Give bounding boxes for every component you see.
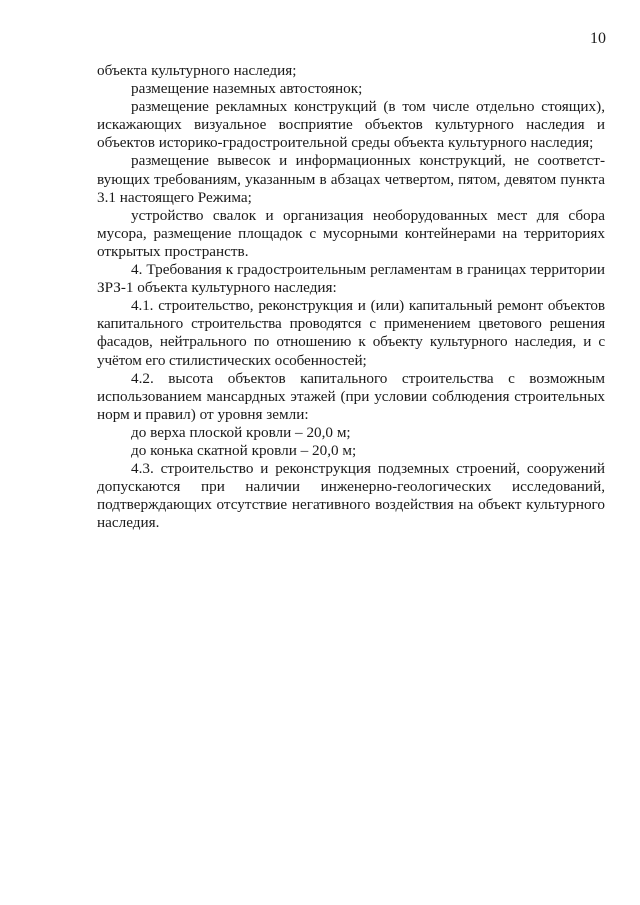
- paragraph: 4.1. строительство, реконструкция и (или) капитальный ремонт объектов капитального строительства проводятся с применением цветового решения фасадов, нейтрального по отношению к объекту культурного наследия, и с учётом его стилистических особенностей;: [97, 297, 605, 369]
- paragraph: 4.3. строительство и реконструкция подземных строений, сооружений допускаются при наличии инженерно-геологических исследований, подтверждающих отсутствие негативного воздействия на объект культурного наследия.: [97, 460, 605, 532]
- list-item: до верха плоской кровли – 20,0 м;: [131, 423, 351, 441]
- paragraph: устройство свалок и организация необорудованных мест для сбора мусора, размещение площадок с мусорными контейнерами на территориях открытых пространств.: [97, 206, 605, 260]
- paragraph: объекта культурного наследия;: [97, 62, 297, 79]
- page-number: 10: [590, 30, 606, 47]
- document-body: [97, 62, 605, 532]
- list-item: до конька скатной кровли – 20,0 м;: [131, 441, 357, 459]
- paragraph: размещение рекламных конструкций (в том числе отдельно стоящих), искажающих визуальное восприятие объектов культурного наследия и объектов историко-градостроительной среды объекта культурного наследия;: [97, 98, 605, 152]
- paragraph: размещение наземных автостоянок;: [131, 80, 363, 98]
- paragraph: 4. Требования к градостроительным регламентам в границах территории ЗРЗ-1 объекта культурного наследия:: [97, 261, 605, 297]
- paragraph: размещение вывесок и информационных конструкций, не соответствующих требованиям, указанным в абзацах четвертом, пятом, девятом пункта 3.1 настоящего Режима;: [97, 152, 605, 206]
- paragraph: 4.2. высота объектов капитального строительства с возможным использованием мансардных этажей (при условии соблюдения строительных норм и правил) от уровня земли:: [97, 369, 605, 423]
